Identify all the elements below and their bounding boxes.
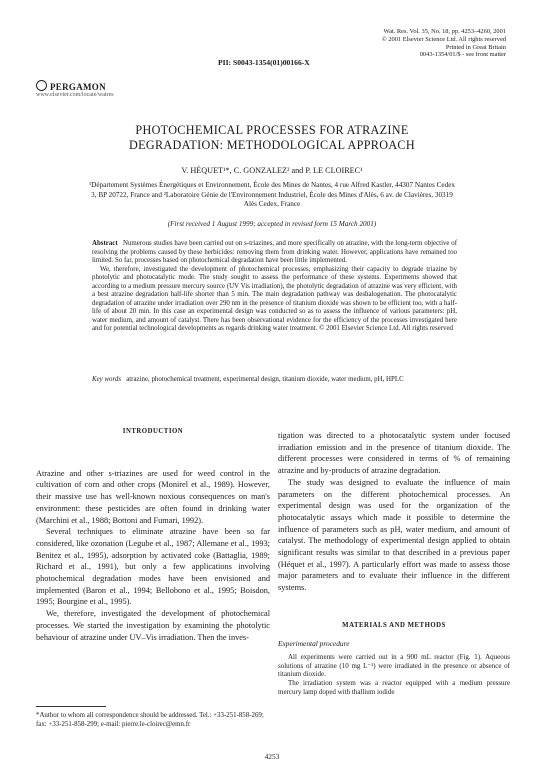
publisher-name: PERGAMON: [50, 82, 106, 92]
affiliations: ¹Département Systèmes Énergétiques et Environnement, École des Mines de Nantes, 4 rue Alfred Kastler, 44307 Nantes Cedex 3, BP 20722, France and ²Laboratoire Génie de l'Environnement Industriel, École des Mines d'Alès, 6 av. de Clavières, 30319 Alès Cedex, France: [89, 181, 455, 209]
journal-line-2: © 2001 Elsevier Science Ltd. All rights reserved: [381, 36, 506, 43]
abstract-paragraph-2: We, therefore, investigated the development of photochemical processes, emphasizing their capacity to degrade triazine by photolytic and photocatalytic mode. The study sought to assess the performance of these systems. Experiments showed that according to a medium pressure mercury source (UV Vis irradiation), the photolytic degradation of atrazine was very efficient, with a best atrazine degradation half-life shorter than 5 min. The main degradation pathway was deshalogenation. The photocatalytic degradation of atrazine under irradiation over 290 nm in the presence of titanium dioxide was shown to be efficient too, with a half-life of about 20 min. In this case an experimental design was conducted so as to assess the influence of various parameters: pH, water medium, and amount of catalyst. There has been observational evidence for the efficiency of the processes investigated here and for potential technological developments as regards drinking water treatment. © 2001 Elsevier Science Ltd. All rights reserved: [92, 265, 457, 332]
right-paragraph-2: The study was designed to evaluate the influence of main parameters on the different photochemical processes. An experimental design was used for the organization of the photocatalytic assays which made it possible to determine the influence of parameters such as pH, water medium, and amount of catalyst. The methodology of experimental design applied to obtain significant results was similar to that described in a previous paper (Héquet et al., 1997). A particularly effort was made to assess those major parameters and to evaluate their influence in the different systems.: [278, 477, 510, 593]
title-line-1: PHOTOCHEMICAL PROCESSES FOR ATRAZINE: [135, 123, 409, 137]
methods-paragraph-1: All experiments were carried out in a 900 mL reactor (Fig. 1). Aqueous solutions of atrazine (10 mg L⁻¹) were irradiated in the presence or absence of titanium dioxide.: [278, 653, 510, 679]
pii: PII: S0043-1354(01)00166-X: [218, 58, 310, 67]
copyright-block: [306, 36, 506, 59]
publisher-logo: [36, 80, 106, 92]
abstract-label: Abstract: [92, 240, 118, 247]
abstract: [92, 240, 457, 334]
footnote: *Author to whom all correspondence should be addressed. Tel.: +33-251-858-269; fax: +33-251-858-299; e-mail: pierre.le-cloirec@emn.fr: [36, 712, 264, 728]
article-title: [0, 123, 544, 153]
right-column: [278, 430, 510, 696]
materials-methods-heading: MATERIALS AND METHODS: [342, 621, 446, 629]
keywords-label: Key words: [92, 376, 122, 383]
footnote-rule: [36, 706, 106, 707]
right-paragraph-1: tigation was directed to a photocatalytic system under focused irradiation emission and in the presence of titanium dioxide. The different processes were considered in terms of % of remaining atrazine and by-products of atrazine degradation.: [278, 431, 510, 476]
experimental-procedure-subheading: Experimental procedure: [278, 638, 350, 648]
keywords: [92, 376, 457, 385]
intro-paragraph-3: We, therefore, investigated the development of photochemical processes. We started the investigation by examining the photolytic behaviour of atrazine under UV–Vis irradiation. Then the inves-: [36, 609, 270, 642]
abstract-paragraph-1: [92, 240, 457, 266]
methods-text: [278, 653, 510, 696]
journal-line-3: Printed in Great Britain: [445, 43, 506, 51]
journal-line-1: Wat. Res. Vol. 35, No. 18, pp. 4253–4260, 2001: [383, 28, 506, 35]
publisher-url[interactable]: www.elsevier.com/locate/watres: [36, 92, 114, 98]
journal-citation: [306, 28, 506, 36]
title-line-2: DEGRADATION: METHODOLOGICAL APPROACH: [129, 138, 415, 152]
page-number: 4253: [264, 752, 280, 761]
authors: V. HÉQUET¹*, C. GONZALEZ² and P. LE CLOIREC¹: [181, 166, 363, 175]
publisher-emblem-icon: [36, 80, 47, 91]
journal-line-4: 0043-1354/01/$ - see front matter: [419, 51, 506, 59]
left-column: [36, 428, 270, 643]
intro-paragraph-1: Atrazine and other s-triazines are used for weed control in the cultivation of corn and other crops (Monirel et al., 1989). However, their massive use has well-known noxious consequences on man's environment: these pesticides are often found in drinking water (Marchini et al., 1988; Bottoni and Fumari, 1992).: [36, 468, 270, 525]
intro-paragraph-2: Several techniques to eliminate atrazine have been so far considered, like ozonation (Legube et al., 1987; Allemane et al., 1993; Benitez et al., 1995), adsorption by activated coke (Battaglia, 1989; Richard et al., 1991), but only a few applications involving photochemical degradation modes have been envisioned and implemented (Baron et al., 1994; Bellobono et al., 1995; Boisdon, 1995; Bourgine et al., 1995).: [36, 527, 270, 607]
methods-paragraph-2: The irradiation system was a reactor equipped with a medium pressure mercury lamp doped with thallium iodide: [278, 679, 510, 696]
received-dates: (First received 1 August 1999; accepted in revised form 15 March 2001): [167, 220, 377, 228]
introduction-heading: INTRODUCTION: [122, 428, 184, 435]
keywords-text: atrazine, photochemical treatment, experimental design, titanium dioxide, water medium, pH, HPLC: [126, 376, 404, 383]
abstract-text-1: Numerous studies have been carried out on s-triazines, and more specifically on atrazine, with the long-term objective of resolving the problems caused by these herbicides: removing them from drinking water. However, applications have remained too limited. So far, processes based on photochemical degradation have been little implemented.: [92, 240, 457, 264]
